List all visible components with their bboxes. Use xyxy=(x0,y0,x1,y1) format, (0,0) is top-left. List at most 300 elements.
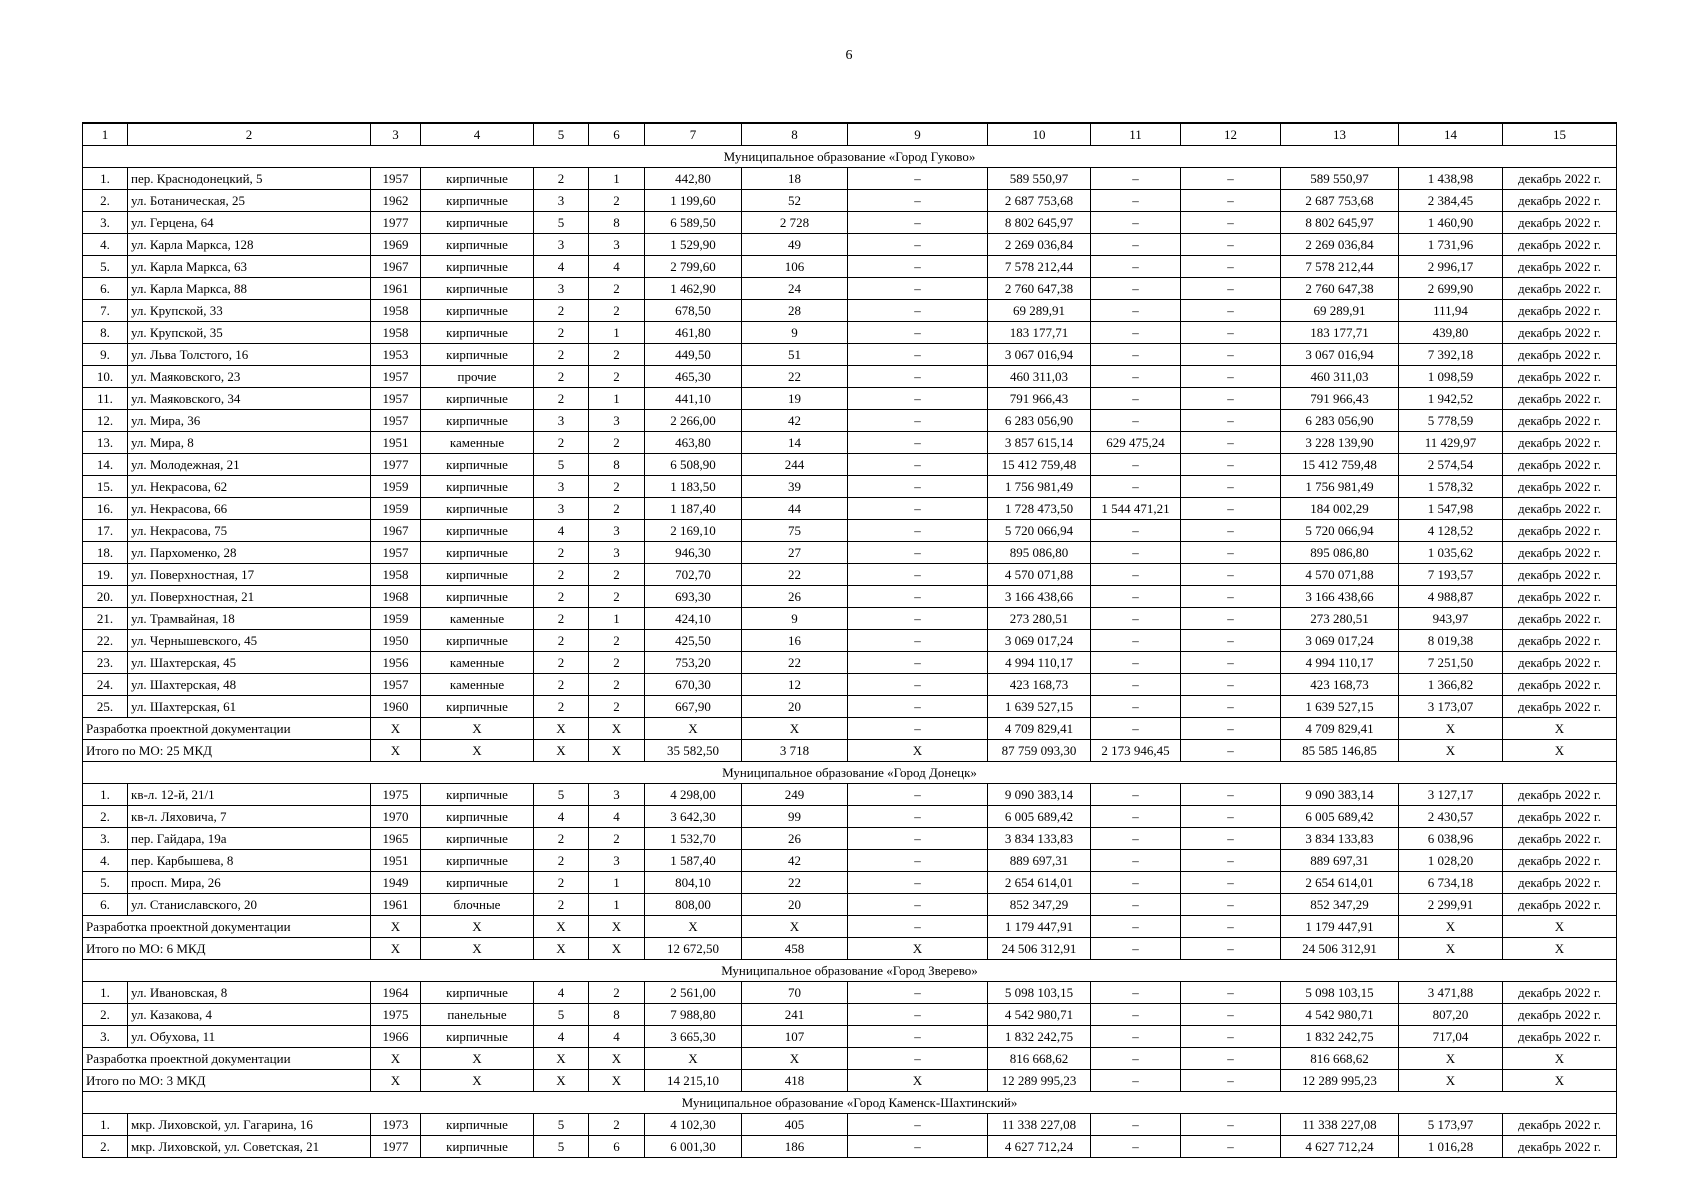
table-cell: 35 582,50 xyxy=(645,740,742,762)
table-cell: – xyxy=(848,872,988,894)
table-cell: кирпичные xyxy=(421,476,534,498)
table-row xyxy=(83,894,1617,916)
table-cell: – xyxy=(848,256,988,278)
table-row xyxy=(83,1136,1617,1158)
table-cell: 1961 xyxy=(371,278,421,300)
table-cell: 85 585 146,85 xyxy=(1281,740,1399,762)
table-cell: 458 xyxy=(742,938,848,960)
table-cell: 5 098 103,15 xyxy=(988,982,1091,1004)
table-cell: – xyxy=(1181,982,1281,1004)
table-cell: – xyxy=(1091,1136,1181,1158)
table-cell: ул. Карла Маркса, 88 xyxy=(128,278,371,300)
table-cell: X xyxy=(534,718,589,740)
table-cell: ул. Поверхностная, 21 xyxy=(128,586,371,608)
table-cell: – xyxy=(1181,894,1281,916)
table-cell: 1962 xyxy=(371,190,421,212)
table-cell: ул. Некрасова, 66 xyxy=(128,498,371,520)
table-cell: 3 665,30 xyxy=(645,1026,742,1048)
total-row xyxy=(83,1070,1617,1092)
table-cell: 6 001,30 xyxy=(645,1136,742,1158)
table-cell: 249 xyxy=(742,784,848,806)
table-row xyxy=(83,520,1617,542)
table-cell: 804,10 xyxy=(645,872,742,894)
table-cell: 6 508,90 xyxy=(645,454,742,476)
table-cell: кирпичные xyxy=(421,850,534,872)
table-cell: декабрь 2022 г. xyxy=(1503,300,1617,322)
table-cell: 69 289,91 xyxy=(1281,300,1399,322)
table-cell: 1 529,90 xyxy=(645,234,742,256)
table-cell: 2 xyxy=(589,828,645,850)
table-cell: 18. xyxy=(83,542,128,564)
table-cell: 11 429,97 xyxy=(1399,432,1503,454)
table-cell: кв-л. Ляховича, 7 xyxy=(128,806,371,828)
table-cell: X xyxy=(589,1070,645,1092)
table-cell: 1973 xyxy=(371,1114,421,1136)
table-cell: 1966 xyxy=(371,1026,421,1048)
table-cell: кв-л. 12-й, 21/1 xyxy=(128,784,371,806)
table-cell: X xyxy=(534,740,589,762)
table-cell: 13. xyxy=(83,432,128,454)
table-row xyxy=(83,982,1617,1004)
table-cell: – xyxy=(848,784,988,806)
table-cell: 3 xyxy=(589,234,645,256)
table-cell: 5. xyxy=(83,872,128,894)
table-cell: – xyxy=(1181,322,1281,344)
table-cell: 1959 xyxy=(371,476,421,498)
table-cell: ул. Крупской, 33 xyxy=(128,300,371,322)
table-cell: 889 697,31 xyxy=(988,850,1091,872)
table-cell: 2 799,60 xyxy=(645,256,742,278)
table-cell: – xyxy=(848,542,988,564)
table-cell: 5 xyxy=(534,123,589,146)
table-cell: – xyxy=(848,850,988,872)
table-cell: 1967 xyxy=(371,520,421,542)
table-row xyxy=(83,696,1617,718)
table-cell: 2 xyxy=(589,982,645,1004)
table-cell: декабрь 2022 г. xyxy=(1503,982,1617,1004)
table-cell: 418 xyxy=(742,1070,848,1092)
table-cell: каменные xyxy=(421,608,534,630)
table-cell: 1977 xyxy=(371,1136,421,1158)
table-cell: 4 128,52 xyxy=(1399,520,1503,542)
table-cell: 2 xyxy=(128,123,371,146)
table-cell: 4 xyxy=(534,806,589,828)
table-cell: – xyxy=(848,168,988,190)
table-cell: 111,94 xyxy=(1399,300,1503,322)
table-cell: 4 542 980,71 xyxy=(1281,1004,1399,1026)
table-cell: 2. xyxy=(83,190,128,212)
table-cell: 2 xyxy=(534,388,589,410)
table-cell: декабрь 2022 г. xyxy=(1503,344,1617,366)
table-cell: 1958 xyxy=(371,564,421,586)
table-cell: Итого по МО: 25 МКД xyxy=(83,740,371,762)
section-title-row xyxy=(83,960,1617,982)
table-cell: 26 xyxy=(742,828,848,850)
table-cell: 5 xyxy=(534,1136,589,1158)
table-cell: 4 709 829,41 xyxy=(988,718,1091,740)
table-cell: – xyxy=(1091,1048,1181,1070)
table-cell: – xyxy=(1181,542,1281,564)
table-cell: 2 xyxy=(534,630,589,652)
table-cell: 1951 xyxy=(371,850,421,872)
table-cell: X xyxy=(421,1048,534,1070)
table-cell: 2 xyxy=(534,432,589,454)
table-cell: 589 550,97 xyxy=(1281,168,1399,190)
table-cell: 14 215,10 xyxy=(645,1070,742,1092)
table-cell: 5 720 066,94 xyxy=(988,520,1091,542)
table-cell: 2 xyxy=(534,608,589,630)
table-row xyxy=(83,652,1617,674)
table-cell: 6 283 056,90 xyxy=(988,410,1091,432)
table-cell: 2 561,00 xyxy=(645,982,742,1004)
table-cell: 19 xyxy=(742,388,848,410)
table-cell: 2 xyxy=(589,190,645,212)
table-cell: – xyxy=(1091,784,1181,806)
housing-repair-table xyxy=(82,122,1617,1158)
table-cell: 1 731,96 xyxy=(1399,234,1503,256)
table-cell: X xyxy=(1503,938,1617,960)
table-cell: – xyxy=(1091,454,1181,476)
table-cell: декабрь 2022 г. xyxy=(1503,256,1617,278)
table-cell: – xyxy=(848,278,988,300)
table-cell: – xyxy=(1091,410,1181,432)
table-cell: ул. Герцена, 64 xyxy=(128,212,371,234)
table-cell: 1970 xyxy=(371,806,421,828)
table-cell: 2. xyxy=(83,1136,128,1158)
table-cell: 19. xyxy=(83,564,128,586)
table-cell: Разработка проектной документации xyxy=(83,916,371,938)
table-cell: X xyxy=(742,1048,848,1070)
table-cell: – xyxy=(1181,168,1281,190)
table-cell: 2 xyxy=(534,564,589,586)
section-title-row xyxy=(83,1092,1617,1114)
table-cell: декабрь 2022 г. xyxy=(1503,1026,1617,1048)
table-cell: 16 xyxy=(742,630,848,652)
table-cell: 2 574,54 xyxy=(1399,454,1503,476)
table-row xyxy=(83,388,1617,410)
table-cell: 423 168,73 xyxy=(1281,674,1399,696)
table-cell: 3 834 133,83 xyxy=(1281,828,1399,850)
table-cell: 12 xyxy=(742,674,848,696)
table-row xyxy=(83,300,1617,322)
table-cell: 1977 xyxy=(371,454,421,476)
table-cell: – xyxy=(1091,388,1181,410)
table-cell: X xyxy=(848,1070,988,1092)
table-cell: Муниципальное образование «Город Зверево» xyxy=(83,960,1617,982)
table-cell: 4 570 071,88 xyxy=(988,564,1091,586)
table-cell: 439,80 xyxy=(1399,322,1503,344)
table-cell: – xyxy=(1091,542,1181,564)
table-cell: 1 639 527,15 xyxy=(988,696,1091,718)
table-cell: X xyxy=(645,1048,742,1070)
table-cell: 2 169,10 xyxy=(645,520,742,542)
table-cell: 1 199,60 xyxy=(645,190,742,212)
table-cell: декабрь 2022 г. xyxy=(1503,1004,1617,1026)
table-cell: – xyxy=(1181,806,1281,828)
table-cell: 20 xyxy=(742,696,848,718)
table-cell: кирпичные xyxy=(421,1136,534,1158)
table-cell: 6 589,50 xyxy=(645,212,742,234)
table-cell: – xyxy=(848,388,988,410)
table-cell: 1 462,90 xyxy=(645,278,742,300)
table-cell: X xyxy=(421,740,534,762)
table-cell: 7 392,18 xyxy=(1399,344,1503,366)
table-cell: декабрь 2022 г. xyxy=(1503,894,1617,916)
table-cell: 1 438,98 xyxy=(1399,168,1503,190)
table-cell: 1977 xyxy=(371,212,421,234)
table-cell: 3 xyxy=(534,410,589,432)
table-cell: 2 173 946,45 xyxy=(1091,740,1181,762)
table-cell: X xyxy=(371,938,421,960)
table-cell: ул. Шахтерская, 48 xyxy=(128,674,371,696)
table-cell: 441,10 xyxy=(645,388,742,410)
table-cell: кирпичные xyxy=(421,498,534,520)
table-cell: 816 668,62 xyxy=(1281,1048,1399,1070)
table-cell: X xyxy=(589,1048,645,1070)
table-cell: 11 338 227,08 xyxy=(988,1114,1091,1136)
table-cell: 2 xyxy=(534,872,589,894)
table-cell: Муниципальное образование «Город Донецк» xyxy=(83,762,1617,784)
table-cell: 184 002,29 xyxy=(1281,498,1399,520)
table-cell: – xyxy=(848,630,988,652)
table-cell: 2 760 647,38 xyxy=(988,278,1091,300)
table-cell: – xyxy=(1091,586,1181,608)
table-row xyxy=(83,1004,1617,1026)
table-cell: кирпичные xyxy=(421,388,534,410)
table-cell: 22 xyxy=(742,366,848,388)
table-cell: – xyxy=(848,718,988,740)
table-cell: 2 xyxy=(589,652,645,674)
table-cell: Муниципальное образование «Город Каменск-Шахтинский» xyxy=(83,1092,1617,1114)
table-cell: 946,30 xyxy=(645,542,742,564)
table-cell: 442,80 xyxy=(645,168,742,190)
table-cell: пер. Карбышева, 8 xyxy=(128,850,371,872)
table-cell: 24 506 312,91 xyxy=(1281,938,1399,960)
table-cell: 7 193,57 xyxy=(1399,564,1503,586)
table-cell: 14. xyxy=(83,454,128,476)
table-cell: 9 xyxy=(742,608,848,630)
table-cell: – xyxy=(848,212,988,234)
table-cell: 1 832 242,75 xyxy=(988,1026,1091,1048)
table-cell: кирпичные xyxy=(421,190,534,212)
table-cell: – xyxy=(1181,828,1281,850)
table-cell: 5 720 066,94 xyxy=(1281,520,1399,542)
table-cell: X xyxy=(534,916,589,938)
table-cell: 87 759 093,30 xyxy=(988,740,1091,762)
table-cell: 1953 xyxy=(371,344,421,366)
table-cell: X xyxy=(371,740,421,762)
table-row xyxy=(83,542,1617,564)
table-cell: декабрь 2022 г. xyxy=(1503,322,1617,344)
table-cell: 1 756 981,49 xyxy=(988,476,1091,498)
table-row xyxy=(83,256,1617,278)
table-cell: 49 xyxy=(742,234,848,256)
table-cell: 889 697,31 xyxy=(1281,850,1399,872)
table-cell: 2 xyxy=(534,828,589,850)
table-cell: – xyxy=(848,190,988,212)
table-cell: – xyxy=(848,520,988,542)
table-cell: 8 xyxy=(742,123,848,146)
table-cell: 4 xyxy=(421,123,534,146)
table-cell: 2. xyxy=(83,1004,128,1026)
table-cell: 4 102,30 xyxy=(645,1114,742,1136)
table-cell: ул. Шахтерская, 61 xyxy=(128,696,371,718)
table-cell: 2 996,17 xyxy=(1399,256,1503,278)
design-documentation-row xyxy=(83,1048,1617,1070)
table-cell: X xyxy=(1399,916,1503,938)
table-cell: 3 228 139,90 xyxy=(1281,432,1399,454)
table-cell: 1 028,20 xyxy=(1399,850,1503,872)
table-cell: 852 347,29 xyxy=(1281,894,1399,916)
table-cell: – xyxy=(848,564,988,586)
table-cell: 1 xyxy=(589,388,645,410)
design-documentation-row xyxy=(83,916,1617,938)
table-cell: кирпичные xyxy=(421,168,534,190)
table-cell: – xyxy=(1181,388,1281,410)
table-cell: 39 xyxy=(742,476,848,498)
table-cell: – xyxy=(1181,784,1281,806)
total-row xyxy=(83,740,1617,762)
table-cell: X xyxy=(645,916,742,938)
table-cell: 589 550,97 xyxy=(988,168,1091,190)
table-row xyxy=(83,432,1617,454)
table-cell: 22 xyxy=(742,652,848,674)
table-cell: ул. Шахтерская, 45 xyxy=(128,652,371,674)
table-cell: 808,00 xyxy=(645,894,742,916)
table-cell: 241 xyxy=(742,1004,848,1026)
table-cell: 244 xyxy=(742,454,848,476)
table-cell: 1 187,40 xyxy=(645,498,742,520)
table-cell: 17. xyxy=(83,520,128,542)
table-cell: ул. Чернышевского, 45 xyxy=(128,630,371,652)
table-row xyxy=(83,674,1617,696)
table-cell: декабрь 2022 г. xyxy=(1503,410,1617,432)
table-cell: 27 xyxy=(742,542,848,564)
table-cell: – xyxy=(1091,916,1181,938)
table-cell: – xyxy=(1181,850,1281,872)
table-cell: просп. Мира, 26 xyxy=(128,872,371,894)
table-cell: кирпичные xyxy=(421,344,534,366)
table-cell: X xyxy=(1399,1070,1503,1092)
table-cell: 3 166 438,66 xyxy=(1281,586,1399,608)
table-cell: 1959 xyxy=(371,608,421,630)
table-cell: кирпичные xyxy=(421,1114,534,1136)
table-cell: пер. Гайдара, 19а xyxy=(128,828,371,850)
table-cell: ул. Льва Толстого, 16 xyxy=(128,344,371,366)
table-row xyxy=(83,608,1617,630)
table-cell: кирпичные xyxy=(421,982,534,1004)
table-cell: – xyxy=(1091,520,1181,542)
table-cell: – xyxy=(848,454,988,476)
table-cell: 8. xyxy=(83,322,128,344)
table-cell: кирпичные xyxy=(421,278,534,300)
table-cell: 1956 xyxy=(371,652,421,674)
table-cell: 12 289 995,23 xyxy=(988,1070,1091,1092)
table-cell: декабрь 2022 г. xyxy=(1503,168,1617,190)
table-cell: 463,80 xyxy=(645,432,742,454)
table-cell: X xyxy=(1503,740,1617,762)
table-cell: 1957 xyxy=(371,388,421,410)
table-cell: 52 xyxy=(742,190,848,212)
table-cell: 1 xyxy=(83,123,128,146)
table-cell: – xyxy=(848,1026,988,1048)
table-cell: 3 xyxy=(371,123,421,146)
table-cell: 1 587,40 xyxy=(645,850,742,872)
table-cell: 717,04 xyxy=(1399,1026,1503,1048)
table-row xyxy=(83,234,1617,256)
column-number-row xyxy=(83,123,1617,146)
table-cell: – xyxy=(1181,1114,1281,1136)
table-cell: 670,30 xyxy=(645,674,742,696)
table-cell: 11 338 227,08 xyxy=(1281,1114,1399,1136)
table-row xyxy=(83,806,1617,828)
table-cell: – xyxy=(1091,1026,1181,1048)
table-row xyxy=(83,366,1617,388)
table-cell: – xyxy=(848,696,988,718)
table-cell: 4 xyxy=(589,256,645,278)
table-cell: 8 xyxy=(589,1004,645,1026)
table-cell: 424,10 xyxy=(645,608,742,630)
table-cell: 4 627 712,24 xyxy=(988,1136,1091,1158)
table-cell: 9 090 383,14 xyxy=(988,784,1091,806)
table-row xyxy=(83,190,1617,212)
table-cell: – xyxy=(1181,1136,1281,1158)
table-cell: мкр. Лиховской, ул. Гагарина, 16 xyxy=(128,1114,371,1136)
table-cell: 28 xyxy=(742,300,848,322)
table-cell: 5 173,97 xyxy=(1399,1114,1503,1136)
table-cell: – xyxy=(1181,586,1281,608)
table-cell: – xyxy=(1091,938,1181,960)
table-cell: 1. xyxy=(83,168,128,190)
table-cell: кирпичные xyxy=(421,564,534,586)
table-cell: мкр. Лиховской, ул. Советская, 21 xyxy=(128,1136,371,1158)
table-cell: – xyxy=(848,432,988,454)
table-cell: X xyxy=(589,718,645,740)
page-number: 6 xyxy=(845,48,853,63)
table-cell: 4 542 980,71 xyxy=(988,1004,1091,1026)
table-cell: 69 289,91 xyxy=(988,300,1091,322)
table-cell: – xyxy=(1181,1004,1281,1026)
table-cell: декабрь 2022 г. xyxy=(1503,806,1617,828)
table-cell: 4 709 829,41 xyxy=(1281,718,1399,740)
table-cell: X xyxy=(742,718,848,740)
table-cell: Итого по МО: 6 МКД xyxy=(83,938,371,960)
table-cell: X xyxy=(421,1070,534,1092)
table-cell: ул. Мира, 36 xyxy=(128,410,371,432)
table-cell: X xyxy=(589,740,645,762)
table-cell: Разработка проектной документации xyxy=(83,1048,371,1070)
table-cell: X xyxy=(371,1048,421,1070)
table-cell: 1975 xyxy=(371,1004,421,1026)
table-cell: декабрь 2022 г. xyxy=(1503,1136,1617,1158)
table-cell: X xyxy=(645,718,742,740)
table-cell: 1. xyxy=(83,784,128,806)
table-cell: X xyxy=(589,938,645,960)
table-cell: 1949 xyxy=(371,872,421,894)
table-cell: декабрь 2022 г. xyxy=(1503,190,1617,212)
table-cell: 10. xyxy=(83,366,128,388)
table-cell: 2 699,90 xyxy=(1399,278,1503,300)
table-cell: 3 069 017,24 xyxy=(988,630,1091,652)
table-cell: 4. xyxy=(83,850,128,872)
table-cell: кирпичные xyxy=(421,520,534,542)
table-row xyxy=(83,564,1617,586)
table-cell: 24. xyxy=(83,674,128,696)
table-cell: 1959 xyxy=(371,498,421,520)
table-cell: – xyxy=(1091,894,1181,916)
table-cell: ул. Крупской, 35 xyxy=(128,322,371,344)
table-cell: 15 412 759,48 xyxy=(988,454,1091,476)
